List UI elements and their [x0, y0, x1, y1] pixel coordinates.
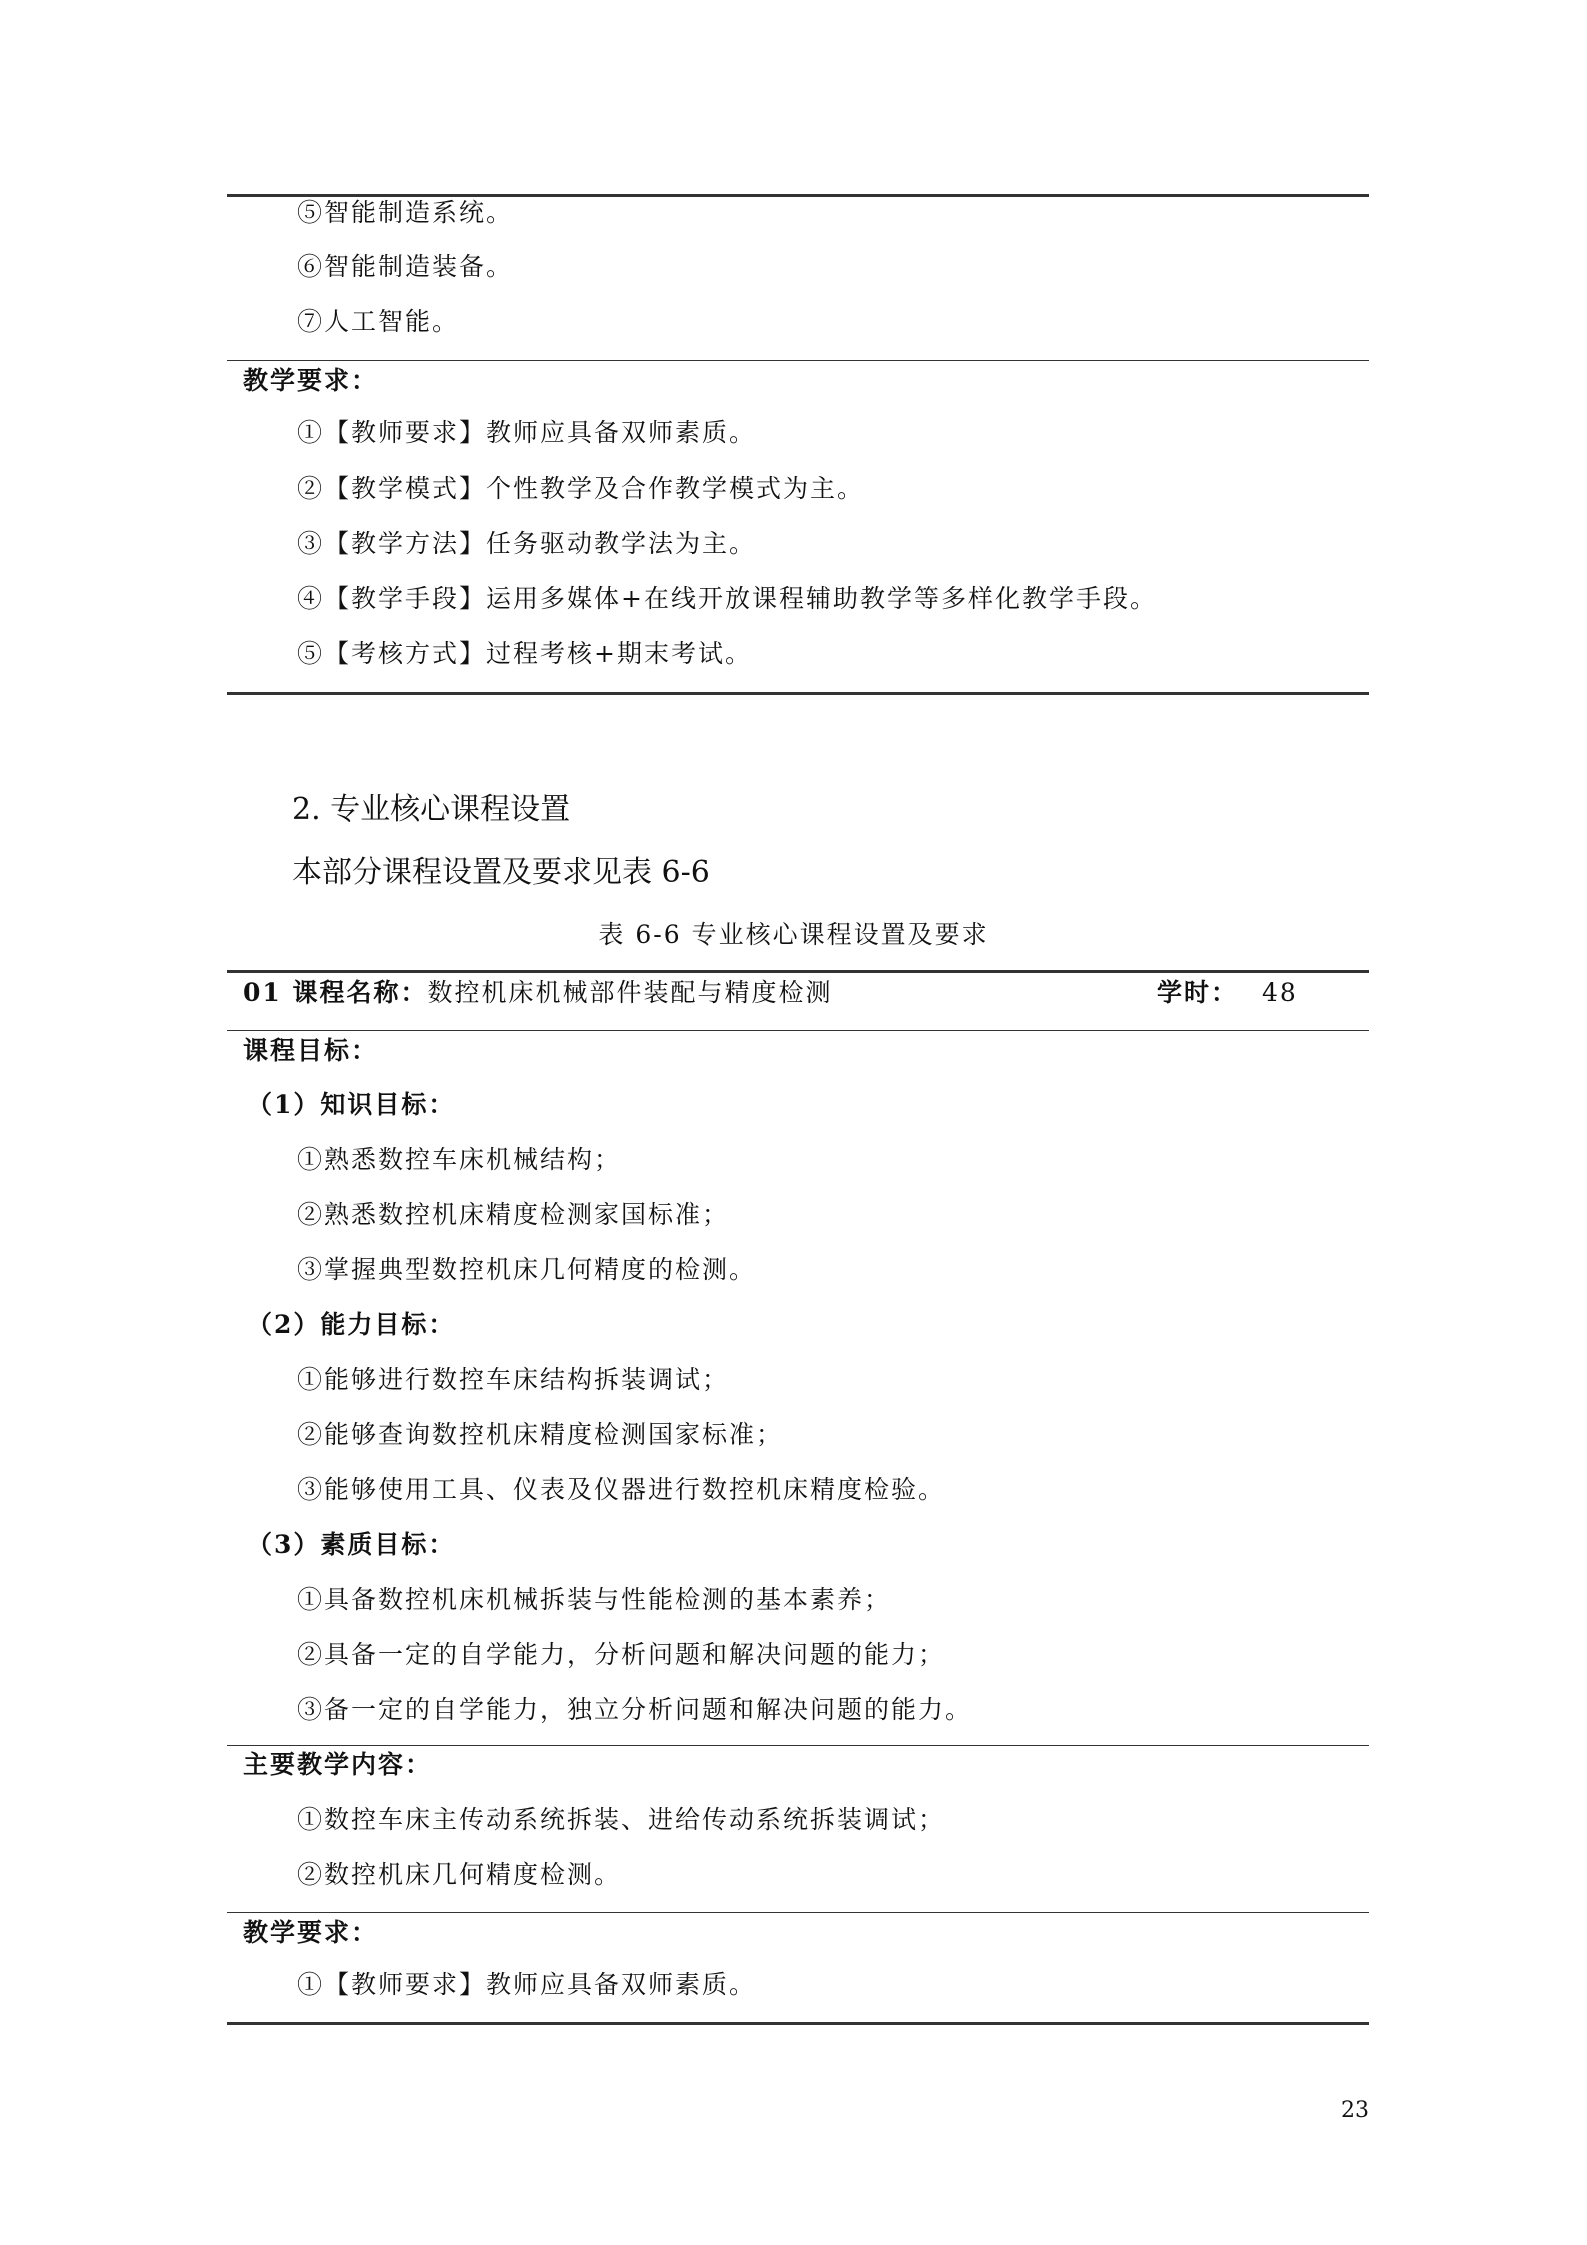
list-item: ③【教学方法】任务驱动教学法为主。 [297, 529, 757, 558]
knowledge-label: （1）知识目标： [247, 1090, 456, 1119]
table-row-divider [227, 360, 1369, 361]
list-item: ③备一定的自学能力，独立分析问题和解决问题的能力。 [297, 1695, 973, 1724]
list-item: ①【教师要求】教师应具备双师素质。 [297, 418, 757, 447]
course-name-row [243, 978, 833, 1008]
list-item: ①具备数控机床机械拆装与性能检测的基本素养； [297, 1585, 892, 1614]
list-item: ②熟悉数控机床精度检测家国标准； [297, 1200, 730, 1229]
table-caption: 表 6-6 专业核心课程设置及要求 [598, 920, 989, 949]
list-item: ⑥智能制造装备。 [297, 252, 514, 281]
list-item: ①熟悉数控车床机械结构； [297, 1145, 622, 1174]
section-heading: 2. 专业核心课程设置 [292, 792, 571, 827]
list-item: ②具备一定的自学能力，分析问题和解决问题的能力； [297, 1640, 946, 1669]
list-item: ①【教师要求】教师应具备双师素质。 [297, 1970, 757, 1999]
hours-label: 学时： [1157, 978, 1239, 1007]
list-item: ⑦人工智能。 [297, 307, 460, 336]
hours-value: 48 [1261, 978, 1298, 1007]
content-label: 主要教学内容： [243, 1750, 433, 1779]
requirements-label: 教学要求： [243, 1918, 379, 1947]
page-number: 23 [1341, 2098, 1369, 2123]
table-bottom-rule [227, 2022, 1369, 2025]
list-item: ④【教学手段】运用多媒体+在线开放课程辅助教学等多样化教学手段。 [297, 584, 1157, 613]
table-bottom-rule [227, 692, 1369, 695]
ability-label: （2）能力目标： [247, 1310, 456, 1339]
list-item: ①数控车床主传动系统拆装、进给传动系统拆装调试； [297, 1805, 946, 1834]
table-row-divider [227, 1030, 1369, 1031]
table-top-rule [227, 970, 1369, 973]
goals-label: 课程目标： [243, 1036, 379, 1065]
table-row-divider [227, 1912, 1369, 1913]
course-name-label: 01 课程名称： [243, 978, 428, 1007]
requirements-label: 教学要求： [243, 366, 379, 395]
quality-label: （3）素质目标： [247, 1530, 456, 1559]
list-item: ②能够查询数控机床精度检测国家标准； [297, 1420, 784, 1449]
course-name: 数控机床机械部件装配与精度检测 [427, 978, 833, 1007]
list-item: ②【教学模式】个性教学及合作教学模式为主。 [297, 474, 865, 503]
list-item: ③掌握典型数控机床几何精度的检测。 [297, 1255, 757, 1284]
list-item: ③能够使用工具、仪表及仪器进行数控机床精度检验。 [297, 1475, 946, 1504]
table-row-divider [227, 1745, 1369, 1746]
course-hours [1157, 978, 1298, 1008]
list-item: ②数控机床几何精度检测。 [297, 1860, 622, 1889]
list-item: ⑤智能制造系统。 [297, 198, 514, 227]
list-item: ⑤【考核方式】过程考核+期末考试。 [297, 639, 752, 668]
list-item: ①能够进行数控车床结构拆装调试； [297, 1365, 730, 1394]
table-top-rule [227, 194, 1369, 197]
section-intro: 本部分课程设置及要求见表 6-6 [292, 855, 710, 890]
